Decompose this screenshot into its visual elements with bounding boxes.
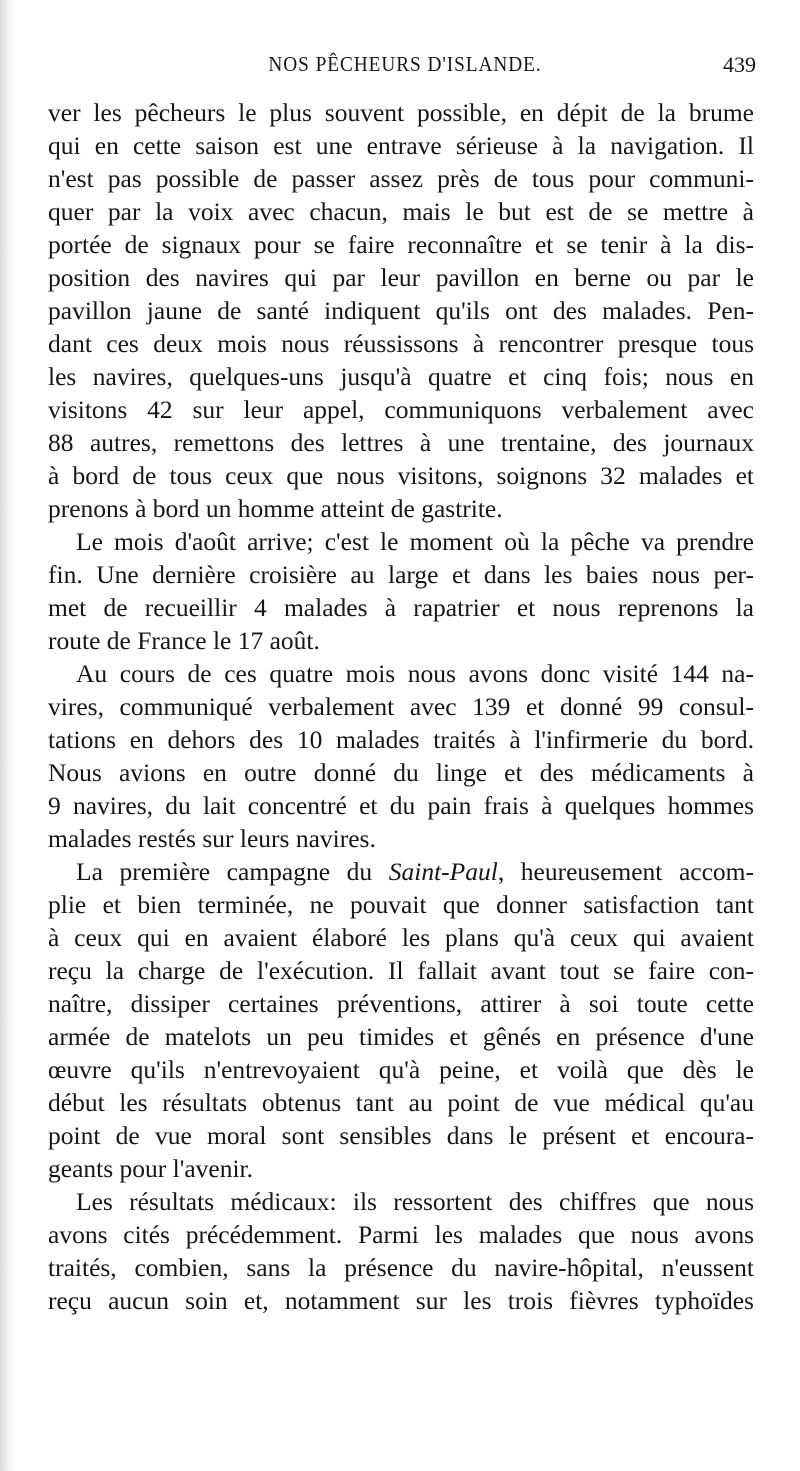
- text-line: naître, dissiper certaines préventions, attirer à soi toute cette: [48, 989, 754, 1018]
- text-line: pavillon jaune de santé indiquent qu'ils ont des malades. Pen-: [48, 296, 754, 325]
- page-number: 439: [723, 52, 756, 77]
- running-header: [48, 52, 762, 92]
- text-line: n'est pas possible de passer assez près de tous pour communi-: [48, 164, 754, 193]
- text-line: vires, communiqué verbalement avec 139 et donné 99 consul-: [48, 692, 754, 721]
- text-line: à ceux qui en avaient élaboré les plans qu'à ceux qui avaient: [48, 923, 754, 952]
- text-line: 9 navires, du lait concentré et du pain frais à quelques hommes: [48, 791, 754, 820]
- paragraph-first-line: Les résultats médicaux: ils ressortent des chiffres que nous: [76, 1187, 754, 1216]
- text-line: avons cités précédemment. Parmi les malades que nous avons: [48, 1220, 754, 1249]
- text-line: portée de signaux pour se faire reconnaître et se tenir à la dis-: [48, 230, 754, 259]
- text-line: fin. Une dernière croisière au large et dans les baies nous per-: [48, 560, 754, 589]
- text-line: reçu aucun soin et, notamment sur les trois fièvres typhoïdes: [48, 1286, 754, 1315]
- text-segment: , heureusement accom-: [497, 857, 755, 886]
- text-line: armée de matelots un peu timides et gênés en présence d'une: [48, 1022, 754, 1051]
- text-line: œuvre qu'ils n'entrevoyaient qu'à peine, et voilà que dès le: [48, 1055, 754, 1084]
- paragraph-first-line: Le mois d'août arrive; c'est le moment où la pêche va prendre: [76, 527, 754, 556]
- text-line: ver les pêcheurs le plus souvent possible, en dépit de la brume: [48, 98, 754, 127]
- text-line: traités, combien, sans la présence du navire-hôpital, n'eussent: [48, 1253, 754, 1282]
- text-line: dant ces deux mois nous réussissons à rencontrer presque tous: [48, 329, 754, 358]
- text-segment: La première campagne du: [76, 857, 389, 886]
- text-line: met de recueillir 4 malades à rapatrier et nous reprenons la: [48, 593, 754, 622]
- text-line: visitons 42 sur leur appel, communiquons verbalement avec: [48, 395, 754, 424]
- text-line: plie et bien terminée, ne pouvait que donner satisfaction tant: [48, 890, 754, 919]
- page-edge-shadow: [0, 0, 14, 1471]
- body-text: [48, 96, 754, 1317]
- text-line: qui en cette saison est une entrave sérieuse à la navigation. Il: [48, 131, 754, 160]
- paragraph-first-line: [48, 855, 754, 888]
- running-title: NOS PÊCHEURS D'ISLANDE.: [268, 52, 542, 76]
- text-line: quer par la voix avec chacun, mais le but est de se mettre à: [48, 197, 754, 226]
- text-line: tations en dehors des 10 malades traités à l'infirmerie du bord.: [48, 725, 754, 754]
- text-line: geants pour l'avenir.: [48, 1154, 253, 1183]
- text-line: prenons à bord un homme atteint de gastrite.: [48, 494, 503, 523]
- text-line: à bord de tous ceux que nous visitons, soignons 32 malades et: [48, 461, 754, 490]
- text-line: début les résultats obtenus tant au point de vue médical qu'au: [48, 1088, 754, 1117]
- paragraph-first-line: Au cours de ces quatre mois nous avons donc visité 144 na-: [76, 659, 754, 688]
- text-line: 88 autres, remettons des lettres à une trentaine, des journaux: [48, 428, 754, 457]
- text-line: les navires, quelques-uns jusqu'à quatre et cinq fois; nous en: [48, 362, 754, 391]
- text-line: position des navires qui par leur pavillon en berne ou par le: [48, 263, 754, 292]
- text-line: point de vue moral sont sensibles dans le présent et encoura-: [48, 1121, 754, 1150]
- text-line: reçu la charge de l'exécution. Il fallait avant tout se faire con-: [48, 956, 754, 985]
- text-line: route de France le 17 août.: [48, 626, 320, 655]
- ship-name: Saint-Paul: [388, 857, 498, 886]
- text-line: Nous avions en outre donné du linge et des médicaments à: [48, 758, 754, 787]
- text-line: malades restés sur leurs navires.: [48, 824, 376, 853]
